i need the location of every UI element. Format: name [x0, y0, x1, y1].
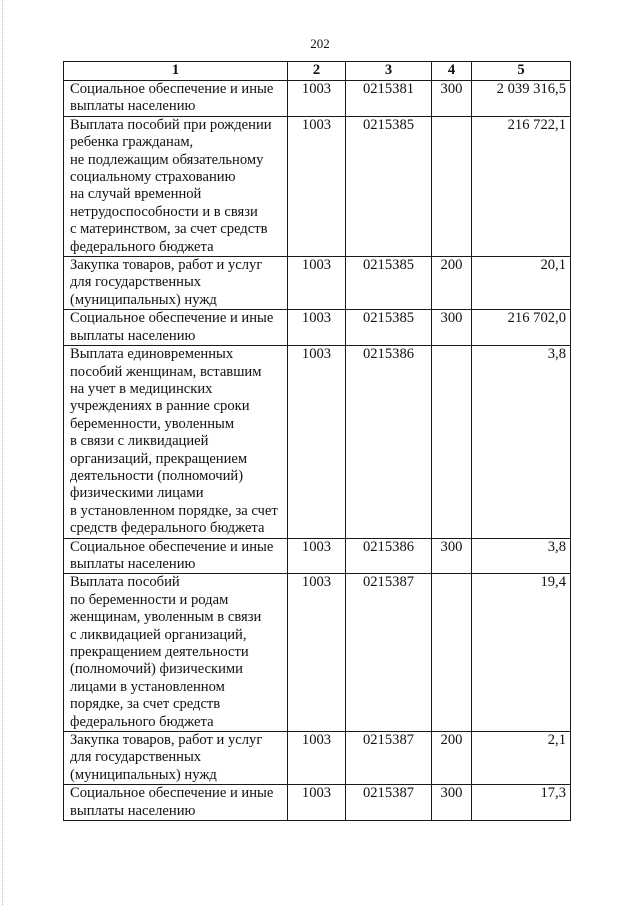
row-name: Социальное обеспечение и иные выплаты населению — [64, 310, 288, 346]
row-type: 300 — [432, 785, 472, 821]
table-header-row — [64, 62, 571, 81]
row-item: 0215387 — [346, 785, 432, 821]
row-item: 0215386 — [346, 346, 432, 538]
table-row — [64, 310, 571, 346]
row-name: Выплата пособий при рождении ребенка гражданам, не подлежащим обязательному социальному страхованию на случай временной нетрудоспособности и в связи с материнством, за счет средств федерального бюджета — [64, 116, 288, 256]
row-name: Закупка товаров, работ и услуг для государственных (муниципальных) нужд — [64, 732, 288, 785]
row-sum: 3,8 — [472, 346, 571, 538]
row-section: 1003 — [288, 574, 346, 732]
row-type: 300 — [432, 538, 472, 574]
header-col-3: 3 — [346, 62, 432, 81]
row-section: 1003 — [288, 732, 346, 785]
row-type: 300 — [432, 81, 472, 117]
row-item: 0215381 — [346, 81, 432, 117]
row-type: 300 — [432, 310, 472, 346]
row-sum: 216 722,1 — [472, 116, 571, 256]
row-item: 0215385 — [346, 310, 432, 346]
header-col-4: 4 — [432, 62, 472, 81]
row-sum: 3,8 — [472, 538, 571, 574]
row-name: Социальное обеспечение и иные выплаты населению — [64, 538, 288, 574]
row-item: 0215386 — [346, 538, 432, 574]
table-row — [64, 538, 571, 574]
row-sum: 19,4 — [472, 574, 571, 732]
row-type — [432, 116, 472, 256]
row-name: Закупка товаров, работ и услуг для государственных (муниципальных) нужд — [64, 257, 288, 310]
row-name: Выплата единовременных пособий женщинам, вставшим на учет в медицинских учреждениях в ранние сроки беременности, уволенным в связи с ликвидацией организаций, прекращением деятельности (полномочий) физическими лицами в установленном порядке, за счет средств федерального бюджета — [64, 346, 288, 538]
header-col-1: 1 — [64, 62, 288, 81]
row-item: 0215385 — [346, 257, 432, 310]
row-item: 0215387 — [346, 574, 432, 732]
table-row — [64, 732, 571, 785]
row-sum: 2 039 316,5 — [472, 81, 571, 117]
row-sum: 216 702,0 — [472, 310, 571, 346]
row-section: 1003 — [288, 310, 346, 346]
row-name: Социальное обеспечение и иные выплаты населению — [64, 785, 288, 821]
row-section: 1003 — [288, 785, 346, 821]
table-row — [64, 346, 571, 538]
table-row — [64, 257, 571, 310]
header-col-5: 5 — [472, 62, 571, 81]
table-row — [64, 81, 571, 117]
row-section: 1003 — [288, 116, 346, 256]
row-section: 1003 — [288, 346, 346, 538]
row-type: 200 — [432, 257, 472, 310]
row-type — [432, 574, 472, 732]
table-row — [64, 785, 571, 821]
row-item: 0215387 — [346, 732, 432, 785]
budget-table — [63, 61, 571, 821]
row-item: 0215385 — [346, 116, 432, 256]
row-section: 1003 — [288, 81, 346, 117]
row-section: 1003 — [288, 538, 346, 574]
row-name: Социальное обеспечение и иные выплаты населению — [64, 81, 288, 117]
row-name: Выплата пособий по беременности и родам женщинам, уволенным в связи с ликвидацией организаций, прекращением деятельности (полномочий) физическими лицами в установленном порядке, за счет средств федерального бюджета — [64, 574, 288, 732]
header-col-2: 2 — [288, 62, 346, 81]
row-sum: 2,1 — [472, 732, 571, 785]
page-edge-line — [2, 0, 3, 905]
row-section: 1003 — [288, 257, 346, 310]
page-number: 202 — [310, 36, 330, 51]
row-type: 200 — [432, 732, 472, 785]
row-sum: 20,1 — [472, 257, 571, 310]
table-row — [64, 116, 571, 256]
table-row — [64, 574, 571, 732]
row-sum: 17,3 — [472, 785, 571, 821]
row-type — [432, 346, 472, 538]
